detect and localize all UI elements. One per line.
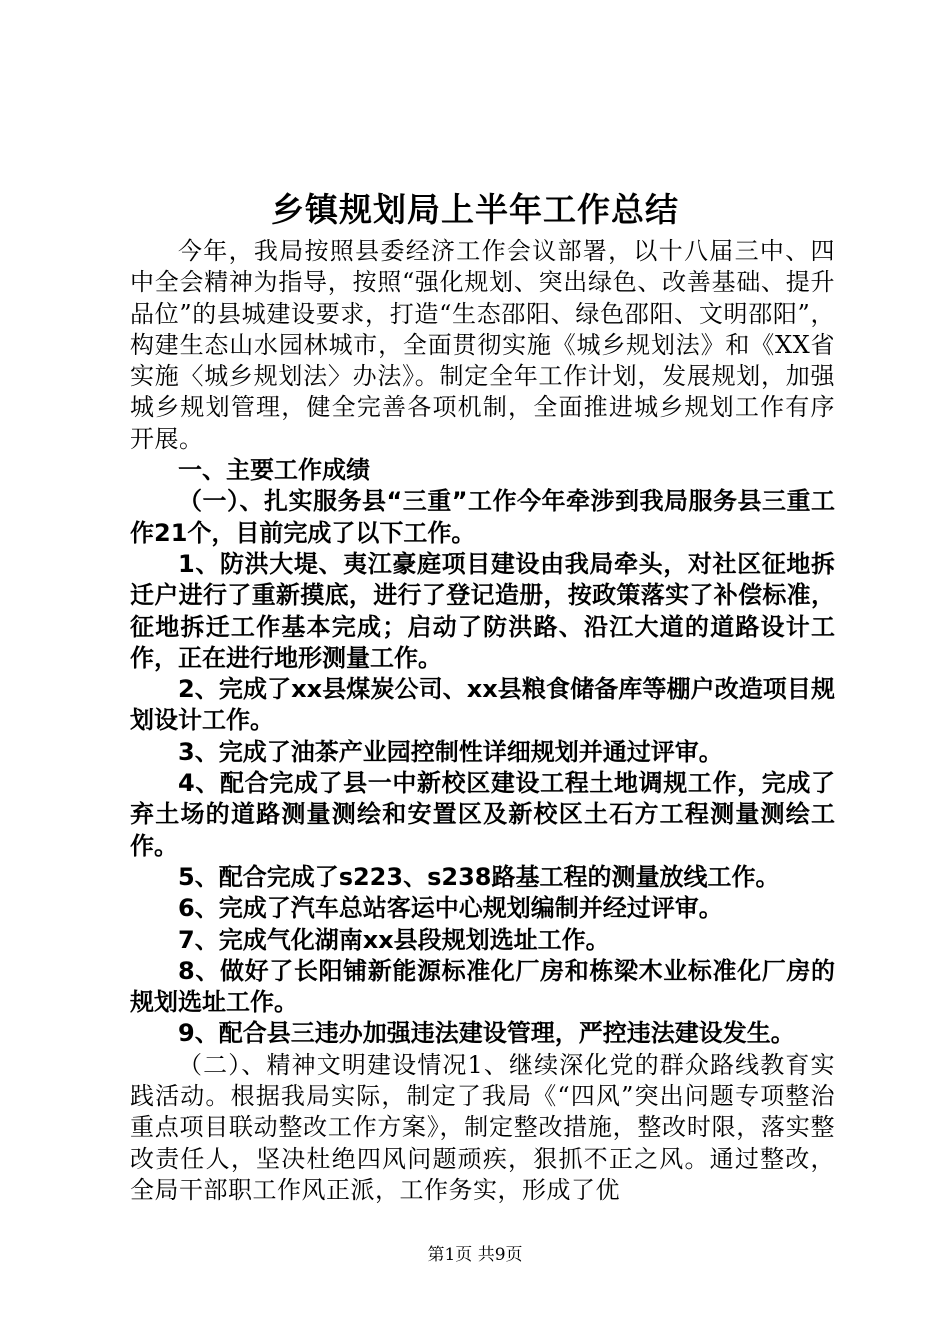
subsection-paragraph: （二）、精神文明建设情况1、继续深化党的群众路线教育实践活动。根据我局实际，制定了我局《“四风”突出问题专项整治重点项目联动整改工作方案》，制定整改措施，整改时限，落实整改责任人，坚决杜绝四风问题顽疾，狠抓不正之风。通过整改，全局干部职工作风正派，工作务实，形成了优 [130,1050,835,1204]
document-body [130,236,835,1206]
list-item: 2、完成了xx县煤炭公司、xx县粮食储备库等棚户改造项目规划设计工作。 [130,675,835,735]
document-title: 乡镇规划局上半年工作总结 [271,190,679,229]
list-item: 4、配合完成了县一中新校区建设工程土地调规工作，完成了弃土场的道路测量测绘和安置区及新校区土石方工程测量测绘工作。 [130,769,835,860]
list-item: 7、完成气化湖南xx县段规划选址工作。 [178,925,610,954]
list-item: 3、完成了油茶产业园控制性详细规划并通过评审。 [178,737,723,766]
list-item: 5、配合完成了s223、s238路基工程的测量放线工作。 [178,862,780,891]
section-heading: 一、主要工作成绩 [178,456,370,485]
subsection-heading: （一）、扎实服务县“三重”工作今年牵涉到我局服务县三重工作21个，目前完成了以下工作。 [130,487,835,547]
list-item: 1、防洪大堤、夷江豪庭项目建设由我局牵头，对社区征地拆迁户进行了重新摸底，进行了登记造册，按政策落实了补偿标准，征地拆迁工作基本完成；启动了防洪路、沿江大道的道路设计工作，正在进行地形测量工作。 [130,549,835,672]
intro-paragraph: 今年，我局按照县委经济工作会议部署，以十八届三中、四中全会精神为指导，按照“强化规划、突出绿色、改善基础、提升品位”的县城建设要求，打造“生态邵阳、绿色邵阳、文明邵阳”，构建生态山水园林城市，全面贯彻实施《城乡规划法》和《XX省实施〈城乡规划法〉办法》。制定全年工作计划，发展规划，加强城乡规划管理，健全完善各项机制，全面推进城乡规划工作有序开展。 [130,237,835,453]
list-item: 9、配合县三违办加强违法建设管理，严控违法建设发生。 [178,1019,795,1048]
list-item: 8、做好了长阳铺新能源标准化厂房和栋梁木业标准化厂房的规划选址工作。 [130,956,835,1017]
list-item: 6、完成了汽车总站客运中心规划编制并经过评审。 [178,894,723,923]
page-number: 第1页 共9页 [427,1245,523,1265]
